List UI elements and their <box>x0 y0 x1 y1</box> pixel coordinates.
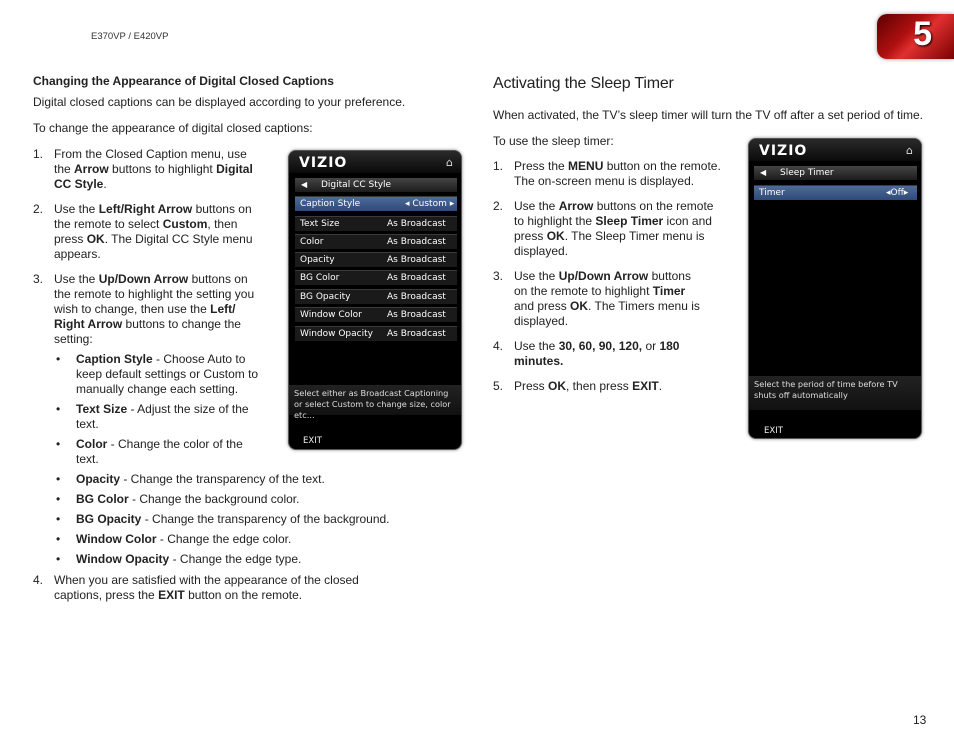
steps-list <box>493 159 721 394</box>
row-label: Window Opacity <box>300 329 373 339</box>
step-text: From the Closed Caption menu, use the <box>54 147 247 176</box>
bullet-item: • Caption Style - Choose Auto to keep default settings or Custom to manually change each setting. <box>56 352 259 396</box>
step-text: buttons on the remote to highlight the <box>514 199 714 228</box>
bullet-desc: - Change the transparency of the background. <box>141 512 390 526</box>
step-text: When you are satisfied with the appearance of the closed captions, press the <box>54 573 359 602</box>
step-emph: Custom <box>162 217 208 231</box>
bullet-desc: - Choose Auto to keep default settings or Custom to manually change each setting. <box>76 352 259 396</box>
tv-header <box>749 139 921 161</box>
step-text: buttons to highlight <box>108 162 217 176</box>
bullet-item: • Opacity - Change the transparency of the text. <box>56 472 325 486</box>
step-text: button on the remote. <box>184 588 303 602</box>
step-4 <box>33 573 394 603</box>
tv-row <box>295 234 457 249</box>
intro-text: Digital closed captions can be displayed according to your preference. <box>33 95 406 109</box>
row-label: Color <box>300 237 324 247</box>
step-text: buttons to change the setting: <box>54 317 241 346</box>
back-arrow-icon: ◀ <box>760 168 767 177</box>
step-emph: Arrow <box>558 199 594 213</box>
bullet-desc: - Adjust the size of the text. <box>76 402 249 431</box>
tv-help-text: Select either as Broadcast Captioning or select Custom to change size, color etc... <box>289 385 461 415</box>
step-text: Use the <box>514 339 559 353</box>
home-icon: ⌂ <box>446 156 453 169</box>
step-5 <box>493 379 721 394</box>
step-emph: OK <box>546 229 565 243</box>
step-number: 3. <box>493 269 504 283</box>
bullet-desc: - Change the color of the text. <box>76 437 243 466</box>
step-text: Press <box>514 379 549 393</box>
bullet-item: • BG Color - Change the background color. <box>56 492 300 506</box>
step-emph: Left/Right Arrow <box>98 202 193 216</box>
step-text: , then press <box>54 217 238 246</box>
tv-row <box>295 289 457 304</box>
home-icon: ⌂ <box>906 144 913 157</box>
step-text: button on the remote. The on-screen menu is displayed. <box>514 159 721 188</box>
step-emph: MENU <box>568 159 604 173</box>
tv-help-text: Select the period of time before TV shuts off automatically <box>749 376 921 410</box>
step-emph: Up/Down Arrow <box>98 272 189 286</box>
step-text: buttons on the remote to highlight <box>514 269 691 298</box>
step-emph: OK <box>86 232 105 246</box>
tv-row-caption-style <box>295 196 457 211</box>
step-text: Use the <box>514 269 559 283</box>
step-text: buttons on the remote to highlight the setting you wish to change, then use the <box>54 272 255 316</box>
step-text: Use the <box>54 202 99 216</box>
step-emph: Up/Down Arrow <box>558 269 649 283</box>
bullet-desc: - Change the transparency of the text. <box>120 472 325 486</box>
step-emph: 30, 60, 90, 120, <box>558 339 643 353</box>
section-heading: Changing the Appearance of Digital Closed Captions <box>33 74 334 88</box>
bullet-term: Color <box>76 437 108 451</box>
step-4 <box>493 339 719 369</box>
lead-text: To use the sleep timer: <box>493 134 614 148</box>
step-emph: Sleep Timer <box>595 214 664 228</box>
intro-text: When activated, the TV’s sleep timer will turn the TV off after a set period of time. <box>493 108 923 122</box>
row-label: Text Size <box>300 219 340 229</box>
bullet-item: • BG Opacity - Change the transparency of the background. <box>56 512 390 526</box>
step-number: 2. <box>33 202 44 216</box>
bullet-term: BG Opacity <box>76 512 142 526</box>
model-number: E370VP / E420VP <box>91 31 169 42</box>
step-number: 4. <box>33 573 44 587</box>
row-label: BG Color <box>300 273 340 283</box>
row-value: ◂Off▸ <box>886 188 909 198</box>
menu-title: Sleep Timer <box>780 168 834 178</box>
row-label: Opacity <box>300 255 335 265</box>
step-number: 4. <box>493 339 504 353</box>
step-number: 2. <box>493 199 504 213</box>
bullet-desc: - Change the edge color. <box>156 532 292 546</box>
tv-exit-label: EXIT <box>764 426 783 436</box>
tv-row <box>295 252 457 267</box>
step-text: . <box>103 177 107 191</box>
tv-header <box>289 151 461 173</box>
step-3 <box>493 269 704 329</box>
tv-row <box>295 270 457 285</box>
step-emph: 180 minutes. <box>514 339 680 368</box>
step-number: 5. <box>493 379 504 393</box>
step-text: Use the <box>514 199 559 213</box>
step-text: Use the <box>54 272 99 286</box>
tv-sleep-timer-screenshot <box>748 138 922 439</box>
bullet-desc: - Change the edge type. <box>169 552 302 566</box>
row-value: As Broadcast <box>387 329 446 339</box>
step-2 <box>33 202 259 262</box>
row-value: ◂ Custom ▸ <box>405 199 455 209</box>
row-value: As Broadcast <box>387 237 446 247</box>
bullet-term: Text Size <box>76 402 128 416</box>
chapter-number: 5 <box>913 15 932 53</box>
step-number: 1. <box>493 159 504 173</box>
step-text: . The Timers menu is displayed. <box>514 299 700 328</box>
vizio-logo: VIZIO <box>759 143 808 159</box>
tv-row <box>295 326 457 341</box>
step-text: buttons on the remote to select <box>54 202 252 231</box>
step-number: 1. <box>33 147 44 161</box>
lead-text: To change the appearance of digital closed captions: <box>33 121 313 135</box>
chapter-badge <box>877 14 954 59</box>
row-value: As Broadcast <box>387 273 446 283</box>
step-text: . <box>658 379 663 393</box>
step-emph: EXIT <box>158 588 185 602</box>
tv-menu-title <box>295 178 457 192</box>
step-emph: Arrow <box>74 162 109 176</box>
step-emph: Digital CC Style <box>54 162 253 191</box>
bullet-desc: - Change the background color. <box>128 492 300 506</box>
step-emph: Left/ Right Arrow <box>54 302 236 331</box>
bullet-term: BG Color <box>76 492 129 506</box>
step-text: or <box>642 339 660 353</box>
tv-row-timer <box>754 185 917 200</box>
vizio-logo: VIZIO <box>299 155 348 171</box>
bullet-item: • Color - Change the color of the text. <box>56 437 243 466</box>
row-label: Caption Style <box>300 199 361 209</box>
row-value: As Broadcast <box>387 255 446 265</box>
step-number: 3. <box>33 272 44 286</box>
menu-title: Digital CC Style <box>321 180 392 190</box>
bullet-term: Opacity <box>76 472 121 486</box>
tv-menu-title <box>754 166 917 180</box>
row-value: As Broadcast <box>387 219 446 229</box>
tv-row <box>295 307 457 322</box>
step-text: Press the <box>514 159 569 173</box>
step-2 <box>493 199 721 259</box>
step-text: . The Sleep Timer menu is displayed. <box>514 229 705 258</box>
step-emph: OK <box>548 379 567 393</box>
bullet-term: Window Color <box>76 532 157 546</box>
section-heading: Activating the Sleep Timer <box>493 75 674 92</box>
page-number: 13 <box>913 713 927 727</box>
bullet-term: Caption Style <box>76 352 153 366</box>
step-text: , then press <box>566 379 633 393</box>
tv-cc-style-screenshot <box>288 150 462 450</box>
row-label: Timer <box>759 188 785 198</box>
step-emph: OK <box>570 299 589 313</box>
back-arrow-icon: ◀ <box>301 180 308 189</box>
step-text: icon and press <box>514 214 712 243</box>
row-value: As Broadcast <box>387 310 446 320</box>
step-text: . The Digital CC Style menu appears. <box>54 232 253 261</box>
bullet-item: • Window Color - Change the edge color. <box>56 532 292 546</box>
row-value: As Broadcast <box>387 292 446 302</box>
bullet-item: • Text Size - Adjust the size of the text. <box>56 402 249 431</box>
step-1 <box>33 147 259 192</box>
bullet-term: Window Opacity <box>76 552 170 566</box>
tv-row <box>295 216 457 231</box>
step-emph: Timer <box>652 284 686 298</box>
tv-exit-label: EXIT <box>303 436 322 446</box>
bullet-item: • Window Opacity - Change the edge type. <box>56 552 302 566</box>
step-1 <box>493 159 721 189</box>
step-text: and press <box>514 299 571 313</box>
row-label: BG Opacity <box>300 292 351 302</box>
row-label: Window Color <box>300 310 362 320</box>
step-emph: EXIT <box>632 379 659 393</box>
